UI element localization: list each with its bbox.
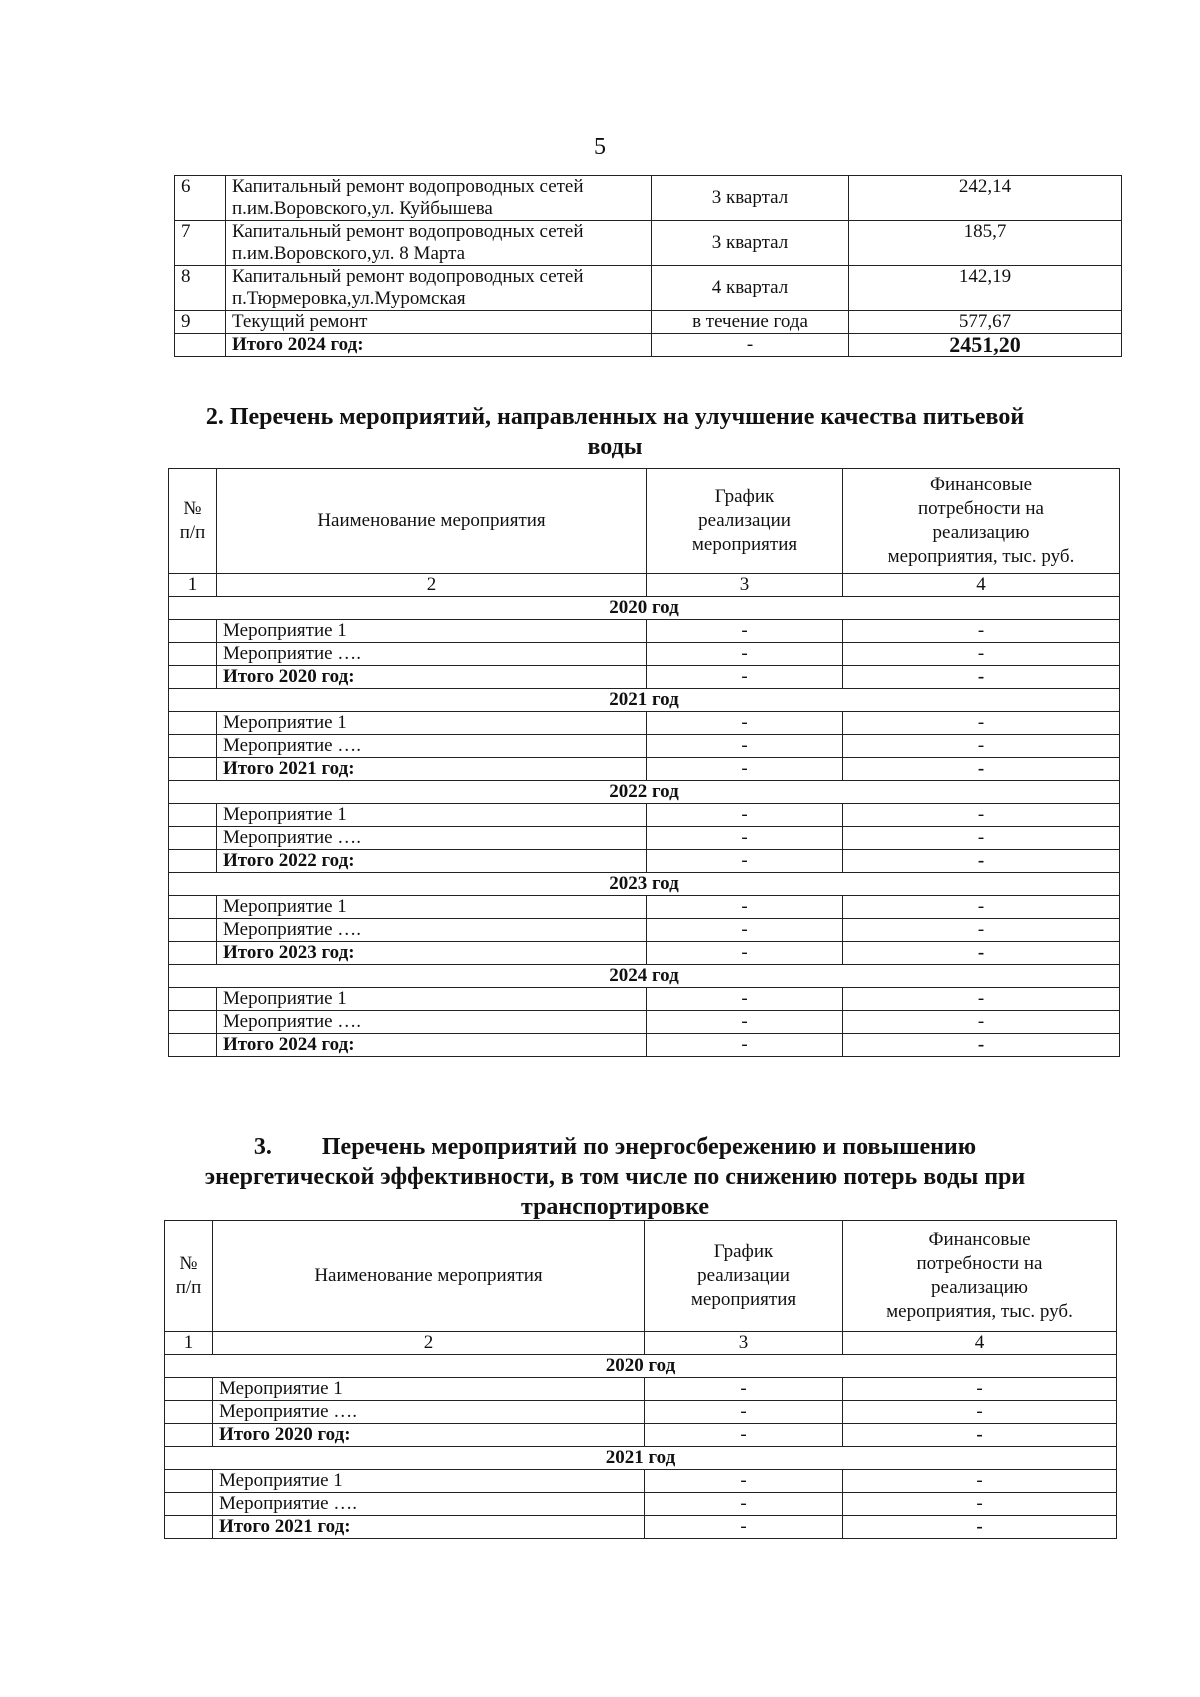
row-schedule: - — [647, 896, 843, 919]
year-row — [169, 597, 1120, 620]
row-schedule: - — [647, 620, 843, 643]
year-label: 2022 год — [169, 781, 1120, 804]
row-name: Мероприятие 1 — [213, 1378, 645, 1401]
table-row — [165, 1470, 1117, 1493]
row-schedule: - — [647, 942, 843, 965]
year-label: 2024 год — [169, 965, 1120, 988]
row-cost: - — [843, 919, 1120, 942]
row-name: Мероприятие …. — [213, 1401, 645, 1424]
row-cost: - — [843, 1401, 1117, 1424]
row-schedule: - — [647, 712, 843, 735]
table-total-row — [169, 666, 1120, 689]
row-schedule: - — [647, 988, 843, 1011]
row-cost: - — [843, 1493, 1117, 1516]
row-cost: - — [843, 896, 1120, 919]
row-name: Капитальный ремонт водопроводных сетей п.им.Воровского,ул. 8 Марта — [226, 221, 652, 266]
row-schedule: - — [645, 1516, 843, 1539]
row-cost: - — [843, 1424, 1117, 1447]
row-cost: - — [843, 643, 1120, 666]
table-water-quality — [168, 468, 1120, 1057]
row-schedule: - — [647, 804, 843, 827]
section-3-number: 3. — [253, 1134, 272, 1160]
year-row — [169, 689, 1120, 712]
row-cost: - — [843, 1516, 1117, 1539]
row-name: Итого 2024 год: — [217, 1034, 647, 1057]
table-total-row — [169, 942, 1120, 965]
row-schedule: - — [647, 1034, 843, 1057]
row-schedule: - — [645, 1493, 843, 1516]
row-cost: - — [843, 1378, 1117, 1401]
row-name: Итого 2021 год: — [217, 758, 647, 781]
year-label: 2020 год — [165, 1355, 1117, 1378]
table-row — [169, 1011, 1120, 1034]
row-number: 8 — [175, 266, 226, 311]
row-schedule: - — [647, 758, 843, 781]
row-schedule: - — [647, 1011, 843, 1034]
header-name: Наименование мероприятия — [217, 469, 647, 574]
page-number: 5 — [594, 134, 606, 160]
year-row — [165, 1355, 1117, 1378]
row-name: Мероприятие 1 — [213, 1470, 645, 1493]
row-cost: - — [843, 988, 1120, 1011]
table-row — [169, 919, 1120, 942]
year-label: 2023 год — [169, 873, 1120, 896]
year-row — [165, 1447, 1117, 1470]
year-row — [169, 873, 1120, 896]
row-cost: - — [843, 1034, 1120, 1057]
row-number: 6 — [175, 176, 226, 221]
row-name: Итого 2022 год: — [217, 850, 647, 873]
row-cost: 577,67 — [849, 311, 1122, 334]
row-schedule: - — [645, 1424, 843, 1447]
table-row — [175, 311, 1122, 334]
table-row — [165, 1401, 1117, 1424]
row-name: Капитальный ремонт водопроводных сетей п.Тюрмеровка,ул.Муромская — [226, 266, 652, 311]
row-schedule: в течение года — [652, 311, 849, 334]
row-name: Мероприятие 1 — [217, 804, 647, 827]
table-header — [165, 1221, 1117, 1332]
row-name: Мероприятие …. — [217, 919, 647, 942]
table-row — [165, 1378, 1117, 1401]
header-num: № п/п — [169, 469, 217, 574]
row-name: Мероприятие …. — [217, 827, 647, 850]
row-schedule: 4 квартал — [652, 266, 849, 311]
row-schedule: - — [645, 1378, 843, 1401]
row-cost: - — [843, 1470, 1117, 1493]
table-header — [169, 469, 1120, 574]
header-num: № п/п — [165, 1221, 213, 1332]
table-row — [175, 221, 1122, 266]
table-row — [169, 804, 1120, 827]
table-row — [165, 1493, 1117, 1516]
total-cost: 2451,20 — [849, 334, 1122, 357]
row-name: Мероприятие 1 — [217, 712, 647, 735]
row-cost: - — [843, 666, 1120, 689]
row-cost: - — [843, 942, 1120, 965]
table-row — [169, 896, 1120, 919]
row-schedule: - — [645, 1401, 843, 1424]
row-schedule: - — [647, 919, 843, 942]
row-schedule: - — [645, 1470, 843, 1493]
row-name: Мероприятие 1 — [217, 896, 647, 919]
row-cost: - — [843, 758, 1120, 781]
section-2-title: 2. Перечень мероприятий, направленных на улучшение качества питьевой воды — [205, 404, 1025, 460]
row-name: Мероприятие …. — [217, 643, 647, 666]
year-row — [169, 965, 1120, 988]
year-label: 2020 год — [169, 597, 1120, 620]
table-total-row — [175, 334, 1122, 357]
table-energy-saving — [164, 1220, 1117, 1539]
row-name: Мероприятие 1 — [217, 988, 647, 1011]
table-row — [169, 735, 1120, 758]
row-schedule: - — [647, 850, 843, 873]
table-row — [169, 620, 1120, 643]
row-cost: - — [843, 827, 1120, 850]
row-cost: 185,7 — [849, 221, 1122, 266]
table-row — [169, 712, 1120, 735]
index-row: 1 2 3 4 — [165, 1332, 1117, 1355]
total-label: Итого 2024 год: — [226, 334, 652, 357]
table-row — [169, 988, 1120, 1011]
row-name: Итого 2023 год: — [217, 942, 647, 965]
section-3-title: 3. Перечень мероприятий по энергосбережению и повышению энергетической эффективности, в том числе по снижению потерь воды при транспортировке — [204, 1134, 1026, 1220]
row-cost: - — [843, 804, 1120, 827]
row-cost: 242,14 — [849, 176, 1122, 221]
table-row — [169, 643, 1120, 666]
row-cost: 142,19 — [849, 266, 1122, 311]
year-label: 2021 год — [169, 689, 1120, 712]
table-total-row — [165, 1516, 1117, 1539]
table-row — [175, 266, 1122, 311]
row-schedule: - — [647, 735, 843, 758]
row-name: Итого 2020 год: — [217, 666, 647, 689]
row-name: Мероприятие 1 — [217, 620, 647, 643]
row-cost: - — [843, 712, 1120, 735]
row-cost: - — [843, 850, 1120, 873]
row-schedule: - — [647, 827, 843, 850]
row-cost: - — [843, 1011, 1120, 1034]
year-label: 2021 год — [165, 1447, 1117, 1470]
table-total-row — [169, 758, 1120, 781]
table-row — [175, 176, 1122, 221]
row-name: Мероприятие …. — [217, 1011, 647, 1034]
row-schedule: - — [647, 666, 843, 689]
year-row — [169, 781, 1120, 804]
row-cost: - — [843, 735, 1120, 758]
row-name: Мероприятие …. — [213, 1493, 645, 1516]
row-number: 9 — [175, 311, 226, 334]
row-schedule: 3 квартал — [652, 176, 849, 221]
row-schedule: 3 квартал — [652, 221, 849, 266]
row-name: Мероприятие …. — [217, 735, 647, 758]
row-name: Итого 2020 год: — [213, 1424, 645, 1447]
table-total-row — [169, 1034, 1120, 1057]
header-schedule: График реализации мероприятия — [647, 469, 843, 574]
header-name: Наименование мероприятия — [213, 1221, 645, 1332]
row-schedule: - — [647, 643, 843, 666]
table-continued-2024 — [174, 175, 1122, 357]
total-schedule: - — [652, 334, 849, 357]
header-schedule: График реализации мероприятия — [645, 1221, 843, 1332]
row-cost: - — [843, 620, 1120, 643]
row-name: Итого 2021 год: — [213, 1516, 645, 1539]
table-total-row — [165, 1424, 1117, 1447]
header-finance: Финансовые потребности на реализацию мероприятия, тыс. руб. — [843, 1221, 1117, 1332]
row-name: Текущий ремонт — [226, 311, 652, 334]
row-number: 7 — [175, 221, 226, 266]
index-row: 1 2 3 4 — [169, 574, 1120, 597]
header-finance: Финансовые потребности на реализацию мероприятия, тыс. руб. — [843, 469, 1120, 574]
row-name: Капитальный ремонт водопроводных сетей п.им.Воровского,ул. Куйбышева — [226, 176, 652, 221]
table-total-row — [169, 850, 1120, 873]
table-row — [169, 827, 1120, 850]
